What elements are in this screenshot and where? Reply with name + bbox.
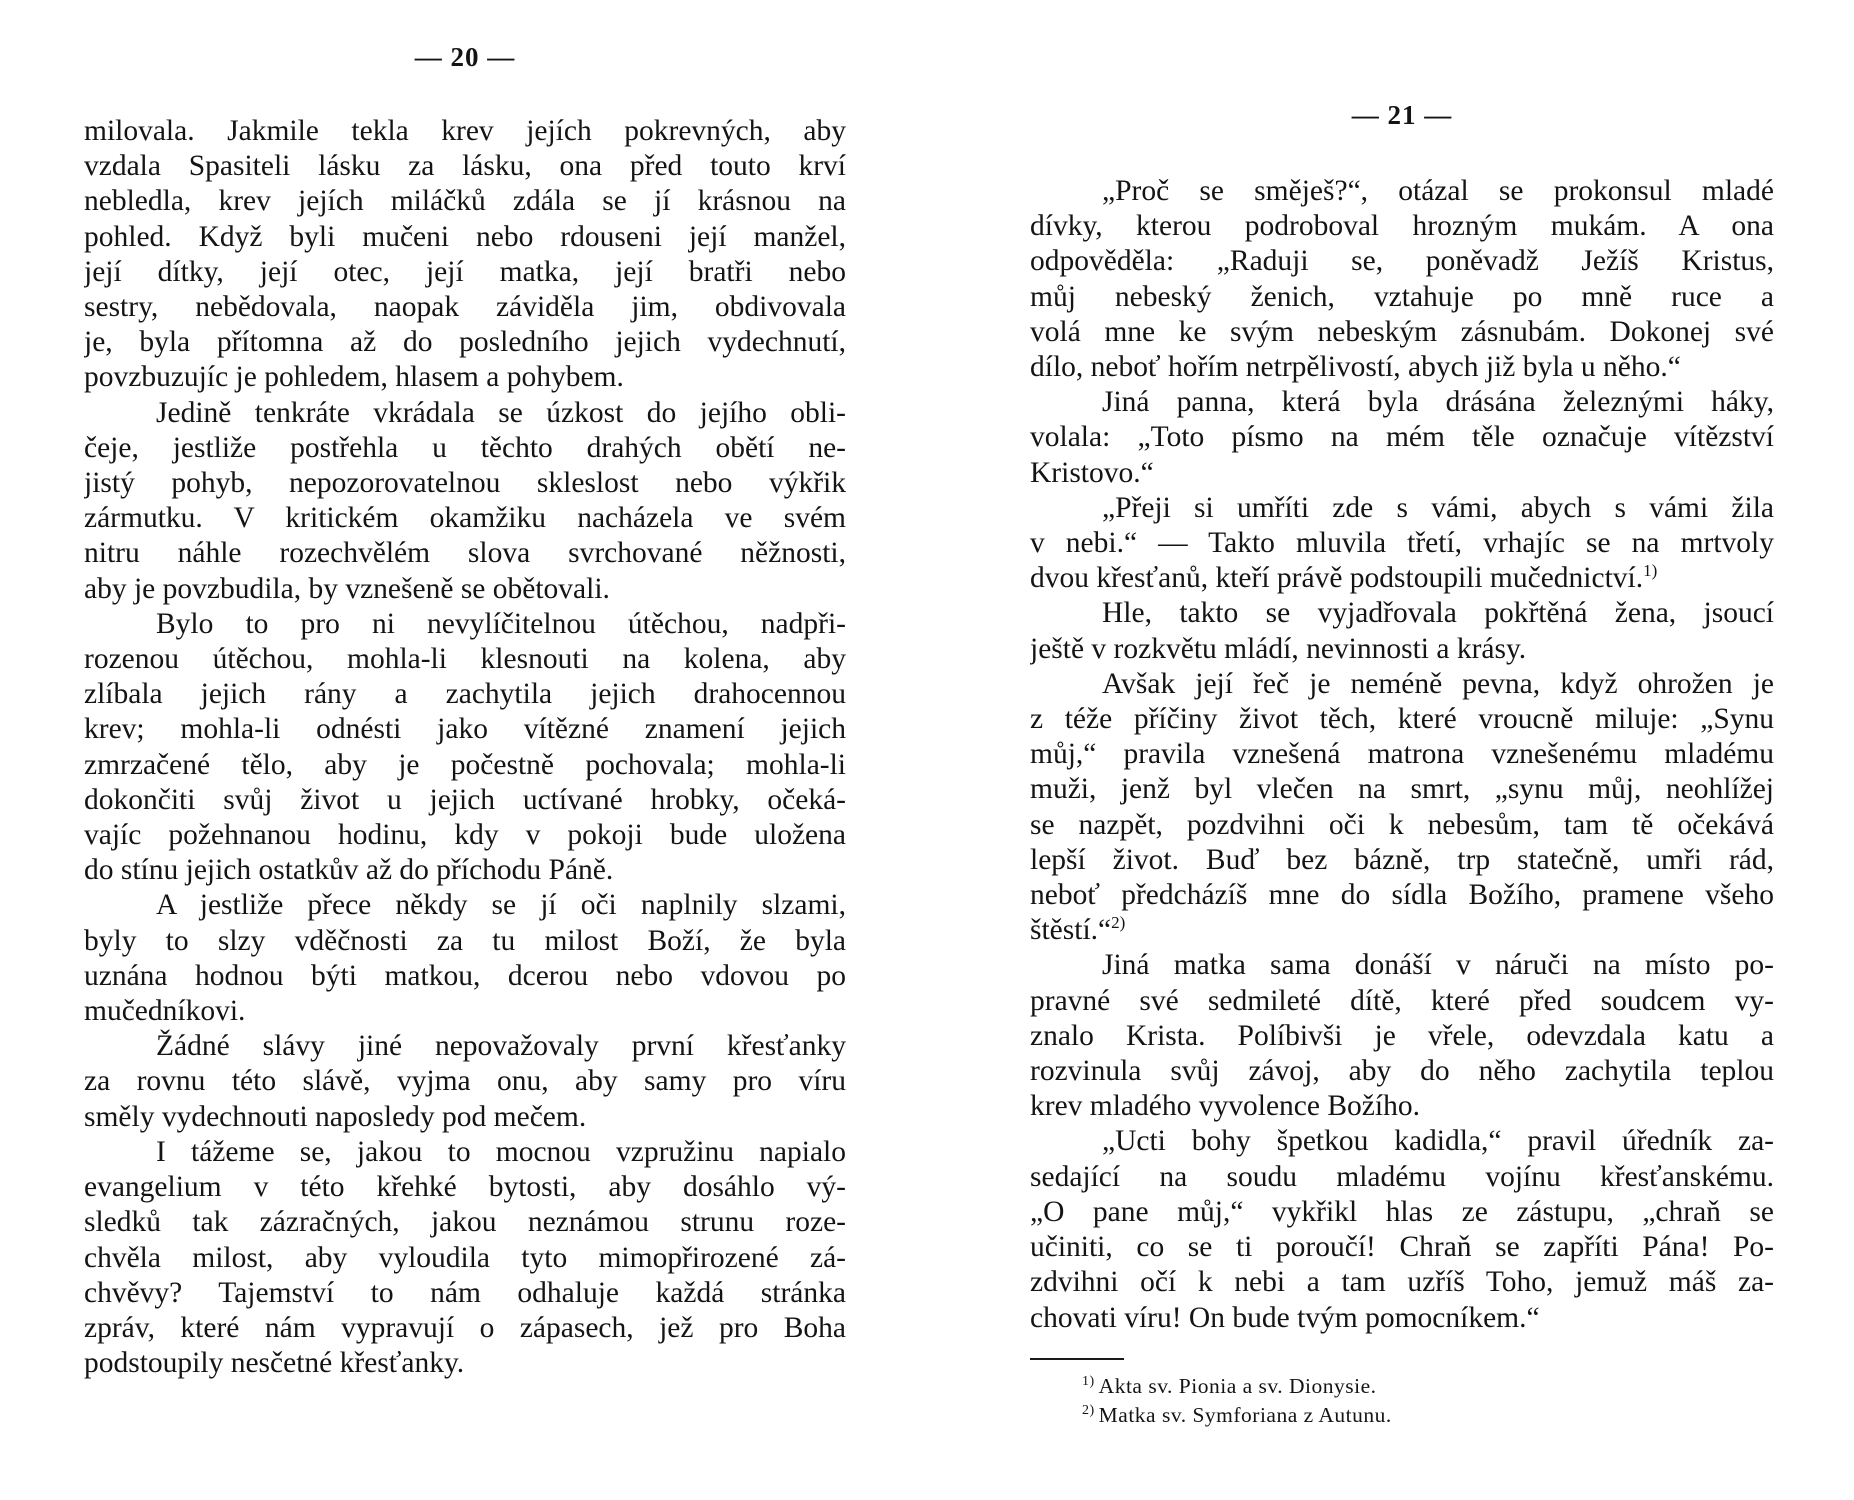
text-line: dívky, kterou podroboval hrozným mukám. A ona xyxy=(1030,210,1774,243)
text-line: odpověděla: „Raduji se, poněvadž Ježíš Kristus, xyxy=(1030,245,1774,278)
text-line: Avšak její řeč je neméně pevna, když ohrožen je xyxy=(1102,667,1774,700)
text-line: „O pane můj,“ vykřikl hlas ze zástupu, „chraň se xyxy=(1030,1195,1774,1228)
text-line: volala: „Toto písmo na mém těle označuje vítězství xyxy=(1030,421,1774,454)
text-line: dvou křesťanů, kteří právě podstoupili mučednictví.$^{1)}$ xyxy=(1030,561,1658,595)
text-line: se nazpět, pozdvihni oči k nebesům, tam tě očekává xyxy=(1030,808,1774,841)
footnotes xyxy=(1082,1372,1774,1430)
text-line: zármutku. V kritickém okamžiku nacházela ve svém xyxy=(84,502,846,535)
page-number: — 21 — xyxy=(1351,100,1453,130)
paragraph xyxy=(84,607,846,889)
paragraph xyxy=(84,1135,846,1381)
footnote xyxy=(1082,1401,1774,1430)
footnote-text: Matka sv. Symforiana z Autunu. xyxy=(1098,1402,1392,1427)
text-line: muži, jenž byl vlečen na smrt, „synu můj, neohlížej xyxy=(1030,773,1774,806)
footnote-mark: 1) xyxy=(1082,1373,1095,1389)
footnote-reference[interactable]: 2) xyxy=(1111,913,1126,933)
text-line: byly to slzy vděčnosti za tu milost Boží, že byla xyxy=(84,924,846,957)
paragraph xyxy=(1030,1124,1774,1335)
text-line: Jiná panna, která byla drásána železnými háky, xyxy=(1102,386,1774,419)
text-line: Hle, takto se vyjadřovala pokřtěná žena, jsoucí xyxy=(1102,597,1774,630)
text-line: A jestliže přece někdy se jí oči naplnily slzami, xyxy=(156,889,846,922)
text-line: milovala. Jakmile tekla krev jejích pokrevných, aby xyxy=(84,115,846,147)
text-line: Kristovo.“ xyxy=(1030,456,1154,489)
paragraph xyxy=(84,888,846,1029)
text-line: volá mne ke svým nebeským zásnubám. Dokonej své xyxy=(1030,315,1774,348)
paragraph xyxy=(84,114,846,396)
paragraph xyxy=(84,396,846,607)
text-line: podstoupily nesčetné křesťanky. xyxy=(84,1347,465,1380)
text-line: zdvihni očí k nebi a tam uzříš Toho, jemuž máš za- xyxy=(1030,1266,1774,1299)
footnote-reference[interactable]: 1) xyxy=(1643,561,1658,581)
text-line: nitru náhle rozechvělém slova svrchované něžnosti, xyxy=(84,537,846,570)
footnote-divider xyxy=(1030,1358,1124,1360)
text-line: nebledla, krev jejích miláčků zdála se jí krásnou na xyxy=(84,185,846,218)
text-line: čeje, jestliže postřehla u těchto drahých obětí ne- xyxy=(84,431,846,464)
text-line: zlíbala jejich rány a zachytila jejich drahocennou xyxy=(84,678,846,711)
text-line: do stínu jejich ostatkův až do příchodu Páně. xyxy=(84,854,614,887)
text-line: „Proč se směješ?“, otázal se prokonsul mladé xyxy=(1102,175,1774,207)
text-line: dílo, neboť hořím netrpělivostí, abych již byla u něho.“ xyxy=(1030,351,1681,384)
text-line: ještě v rozkvětu mládí, nevinnosti a krásy. xyxy=(1030,632,1527,665)
paragraph xyxy=(1030,174,1774,385)
paragraph xyxy=(1030,596,1774,666)
footnote xyxy=(1082,1372,1774,1401)
text-line: za rovnu této slávě, vyjma onu, aby samy pro víru xyxy=(84,1065,846,1098)
text-line: vajíc požehnanou hodinu, kdy v pokoji bude uložena xyxy=(84,819,846,852)
text-line: Jedině tenkráte vkrádala se úzkost do jejího obli- xyxy=(156,396,846,429)
text-line: I tážeme se, jakou to mocnou vzpružinu napialo xyxy=(156,1135,846,1168)
right-page xyxy=(1030,98,1774,1430)
text-line: znalo Krista. Políbivši je vřele, odevzdala katu a xyxy=(1030,1019,1774,1052)
text-line: lepší život. Buď bez bázně, trp statečně, umři rád, xyxy=(1030,843,1774,876)
paragraph xyxy=(1030,948,1774,1124)
text-line: sestry, nebědovala, naopak záviděla jim, obdivovala xyxy=(84,291,846,324)
text-line: aby je povzbudila, by vznešeně se obětovali. xyxy=(84,572,610,605)
text-line: evangelium v této křehké bytosti, aby dosáhlo vý- xyxy=(84,1171,846,1204)
text-line: chvěvy? Tajemství to nám odhaluje každá stránka xyxy=(84,1276,846,1309)
text-line: sedající na soudu mladému vojínu křesťanskému. xyxy=(1030,1160,1774,1193)
text-line: Bylo to pro ni nevylíčitelnou útěchou, nadpři- xyxy=(156,607,846,640)
text-line: rozvinula svůj závoj, aby do něho zachytila teplou xyxy=(1030,1055,1774,1088)
text-line: „Přeji si umříti zde s vámi, abych s vámi žila xyxy=(1102,491,1774,524)
text-line: neboť předcházíš mne do sídla Božího, pramene všeho xyxy=(1030,879,1774,912)
paragraph xyxy=(1030,667,1774,949)
text-line: mučedníkovi. xyxy=(84,995,246,1028)
text-line: zpráv, které nám vypravují o zápasech, jež pro Boha xyxy=(84,1311,846,1344)
text-line: Žádné slávy jiné nepovažovaly první křesťanky xyxy=(156,1030,846,1063)
text-line: chvěla milost, aby vyloudila tyto mimopřirozené zá- xyxy=(84,1241,846,1274)
text-line: je, byla přítomna až do posledního jejich vydechnutí, xyxy=(84,326,846,359)
text-line: pravné své sedmileté dítě, které před soudcem vy- xyxy=(1030,984,1774,1017)
text-line: krev; mohla-li odnésti jako vítězné znamení jejich xyxy=(84,713,846,746)
text-line: Jiná matka sama donáší v náruči na místo po- xyxy=(1102,949,1774,982)
text-line: můj nebeský ženich, vztahuje po mně ruce a xyxy=(1030,280,1774,313)
text-line: uznána hodnou býti matkou, dcerou nebo vdovou po xyxy=(84,959,846,992)
page-number: — 20 — xyxy=(414,42,516,72)
left-page xyxy=(84,40,846,1381)
right-page-body xyxy=(1030,174,1774,1336)
text-line: rozenou útěchou, mohla-li klesnouti na kolena, aby xyxy=(84,643,846,676)
text-line: zmrzačené tělo, aby je počestně pochovala; mohla-li xyxy=(84,748,846,781)
paragraph xyxy=(1030,491,1774,597)
footnote-mark: 2) xyxy=(1082,1402,1095,1418)
text-line: jistý pohyb, nepozorovatelnou skleslost nebo výkřik xyxy=(84,467,846,500)
text-line: její dítky, její otec, její matka, její bratři nebo xyxy=(84,255,846,288)
text-line: dokončiti svůj život u jejich uctívané hrobky, očeká- xyxy=(84,783,846,816)
text-line: „Ucti bohy špetkou kadidla,“ pravil úředník za- xyxy=(1102,1125,1774,1158)
paragraph xyxy=(84,1029,846,1135)
text-line: sledků tak zázračných, jakou neznámou strunu roze- xyxy=(84,1206,846,1239)
text-line: vzdala Spasiteli lásku za lásku, ona před touto krví xyxy=(84,150,846,183)
text-line: v nebi.“ — Takto mluvila třetí, vrhajíc se na mrtvoly xyxy=(1030,527,1774,560)
text-line: krev mladého vyvolence Božího. xyxy=(1030,1090,1420,1123)
text-line: pohled. Když byli mučeni nebo rdouseni její manžel, xyxy=(84,220,846,253)
text-line: chovati víru! On bude tvým pomocníkem.“ xyxy=(1030,1301,1540,1334)
text-line: učiniti, co se ti poroučí! Chraň se zapříti Pána! Po- xyxy=(1030,1231,1774,1264)
text-line: směly vydechnouti naposledy pod mečem. xyxy=(84,1100,587,1133)
text-line: štěstí.“$^{2)}$ xyxy=(1030,913,1126,947)
text-line: můj,“ pravila vznešená matrona vznešenému mladému xyxy=(1030,738,1774,771)
left-page-body xyxy=(84,114,846,1381)
footnote-text: Akta sv. Pionia a sv. Dionysie. xyxy=(1098,1373,1377,1398)
paragraph xyxy=(1030,385,1774,491)
text-line: z téže příčiny život těch, které vroucně miluje: „Synu xyxy=(1030,703,1774,736)
text-line: povzbuzujíc je pohledem, hlasem a pohybem. xyxy=(84,361,624,394)
